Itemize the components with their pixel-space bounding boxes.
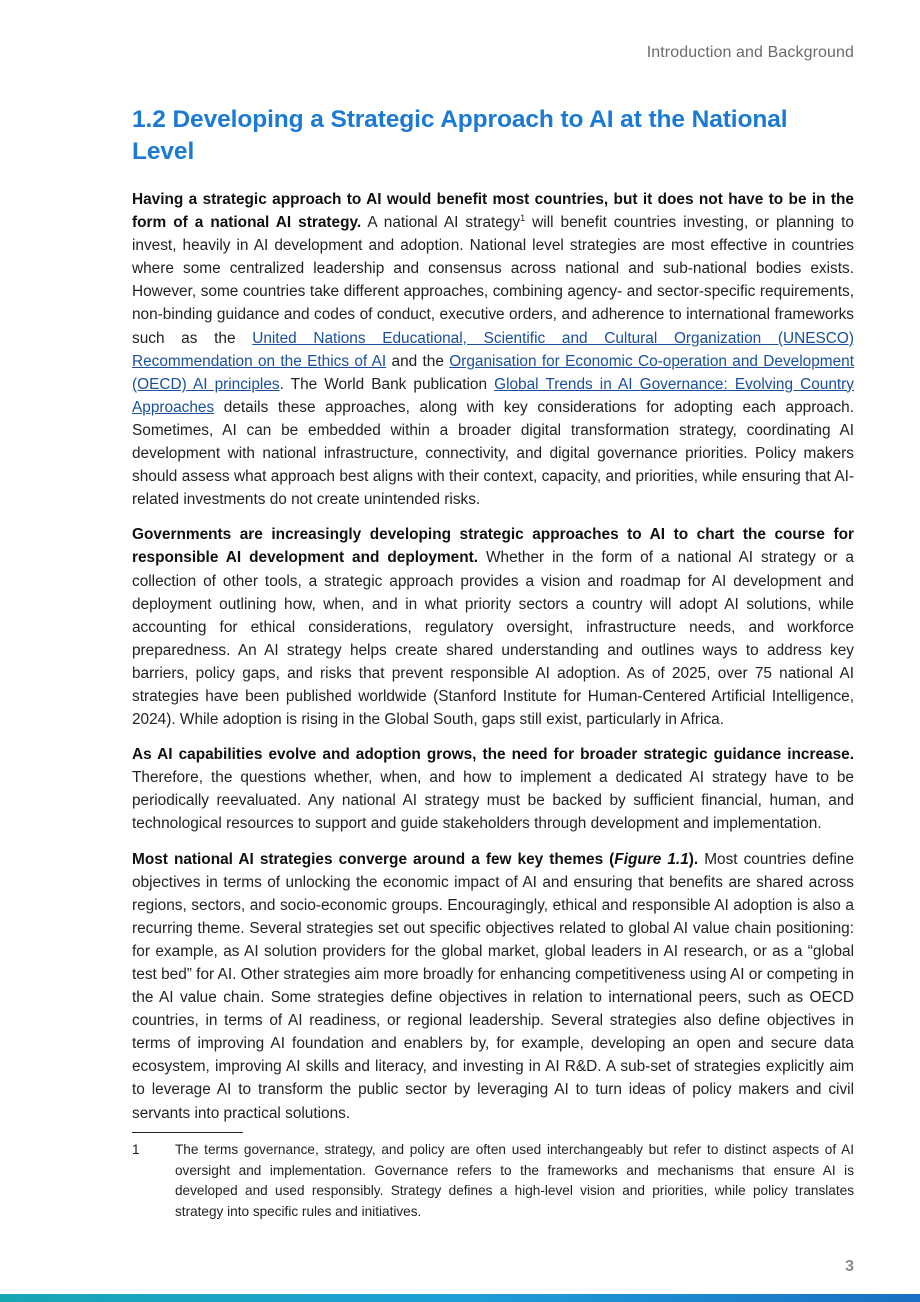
footnote-text: The terms governance, strategy, and policy are often used interchangeably but refer to distinct aspects of AI oversight and implementation. Governance refers to the frameworks and mechanisms that ensure AI is developed and used responsibly. Strategy defines a high-level vision and priorities, while policy translates strategy into specific rules and initiatives. <box>175 1142 854 1219</box>
paragraph-lead-start: Most national AI strategies converge around a few key themes ( <box>132 850 615 868</box>
main-content <box>132 104 854 1137</box>
paragraph-strategy-approach <box>132 188 854 511</box>
page-number: 3 <box>845 1258 854 1275</box>
section-title: 1.2 Developing a Strategic Approach to AI at the National Level <box>132 106 788 165</box>
paragraph-capabilities <box>132 743 854 835</box>
paragraph-text: A national AI strategy <box>361 214 521 232</box>
paragraph-lead: Governments are increasingly developing strategic approaches to AI to chart the course for responsible AI development and deployment. <box>132 526 854 567</box>
global-trends-link[interactable]: Global Trends in AI Governance: Evolving Country Approaches <box>132 375 854 416</box>
paragraph-text: Therefore, the questions whether, when, and how to implement a dedicated AI strategy have to be periodically reevaluated. Any national AI strategy must be backed by sufficient financial, human, and technological resources to support and guide stakeholders through development and implementation. <box>132 769 854 833</box>
paragraph-text: details these approaches, along with key considerations for adopting each approach. Sometimes, AI can be embedded within a broader digital transformation strategy, coordinating AI development with national infrastructure, connectivity, and digital governance priorities. Policy makers should assess what approach best aligns with their context, capacity, and priorities, while ensuring that AI-related investments do not create unintended risks. <box>132 398 854 509</box>
unesco-link[interactable]: United Nations Educational, Scientific and Cultural Organization (UNESCO) Recommendation on the Ethics of AI <box>132 329 854 370</box>
paragraph-lead: As AI capabilities evolve and adoption grows, the need for broader strategic guidance increase. <box>132 746 854 764</box>
footnote-ref[interactable]: 1 <box>520 212 526 223</box>
paragraph-text: Whether in the form of a national AI strategy or a collection of other tools, a strategic approach provides a vision and roadmap for AI development and deployment outlining how, when, and in what priority sectors a country will adopt AI solutions, while accounting for ethical considerations, regulatory oversight, infrastructure needs, and workforce preparedness. An AI strategy helps create shared understanding and outlines ways to address key barriers, policy gaps, and risks that prevent responsible AI adoption. As of 2025, over 75 national AI strategies have been published worldwide (Stanford Institute for Human-Centered Artificial Intelligence, 2024). While adoption is rising in the Global South, gaps still exist, particularly in Africa. <box>132 549 854 729</box>
paragraph-lead <box>132 851 698 868</box>
paragraph-key-themes <box>132 848 854 1125</box>
paragraph-text: . The World Bank publication <box>279 375 495 393</box>
paragraph-text: will benefit countries investing, or planning to invest, heavily in AI development and adoption. National level strategies are most effective in countries where some centralized leadership and consensus across national and sub-national bodies exists. However, some countries take different approaches, combining agency- and sector-specific requirements, non-binding guidance and codes of conduct, executive orders, and adherence to international frameworks such as the <box>132 214 854 347</box>
footnote <box>132 1140 854 1222</box>
paragraph-lead-end: ). <box>688 850 699 868</box>
paragraph-text: Most countries define objectives in terms of unlocking the economic impact of AI and ensuring that benefits are shared across regions, sectors, and socio-economic groups. Encouragingly, ethical and responsible AI adoption is also a recurring theme. Several strategies set out specific objectives related to global AI value chain positioning: for example, as AI solution providers for the global market, global leaders in AI research, or as a “global test bed” for AI. Other strategies aim more broadly for enhancing competitiveness using AI or competing in the AI value chain. Some strategies define objectives in relation to international peers, such as OECD countries, in terms of AI readiness, or regional leadership. Several strategies also define objectives in terms of improving AI foundation and enablers by, for example, developing an open and secure data ecosystem, improving AI skills and literacy, and investing in AI R&D. A sub-set of strategies explicitly aim to leverage AI to transform the public sector by leveraging AI to turn ideas of policy makers and civil servants into practical solutions. <box>132 850 855 1122</box>
paragraph-text: and the <box>386 352 450 370</box>
paragraph-governments <box>132 523 854 731</box>
footnote-number: 1 <box>132 1142 140 1157</box>
paragraph-lead: Having a strategic approach to AI would benefit most countries, but it does not have to be in the form of a national AI strategy. <box>132 191 854 232</box>
footnote-divider <box>132 1132 243 1133</box>
oecd-link[interactable]: Organisation for Economic Co-operation and Development (OECD) AI principles <box>132 352 854 393</box>
footer-gradient-bar <box>0 1294 920 1302</box>
running-header: Introduction and Background <box>646 44 854 61</box>
figure-ref[interactable]: Figure 1.1 <box>614 850 689 868</box>
